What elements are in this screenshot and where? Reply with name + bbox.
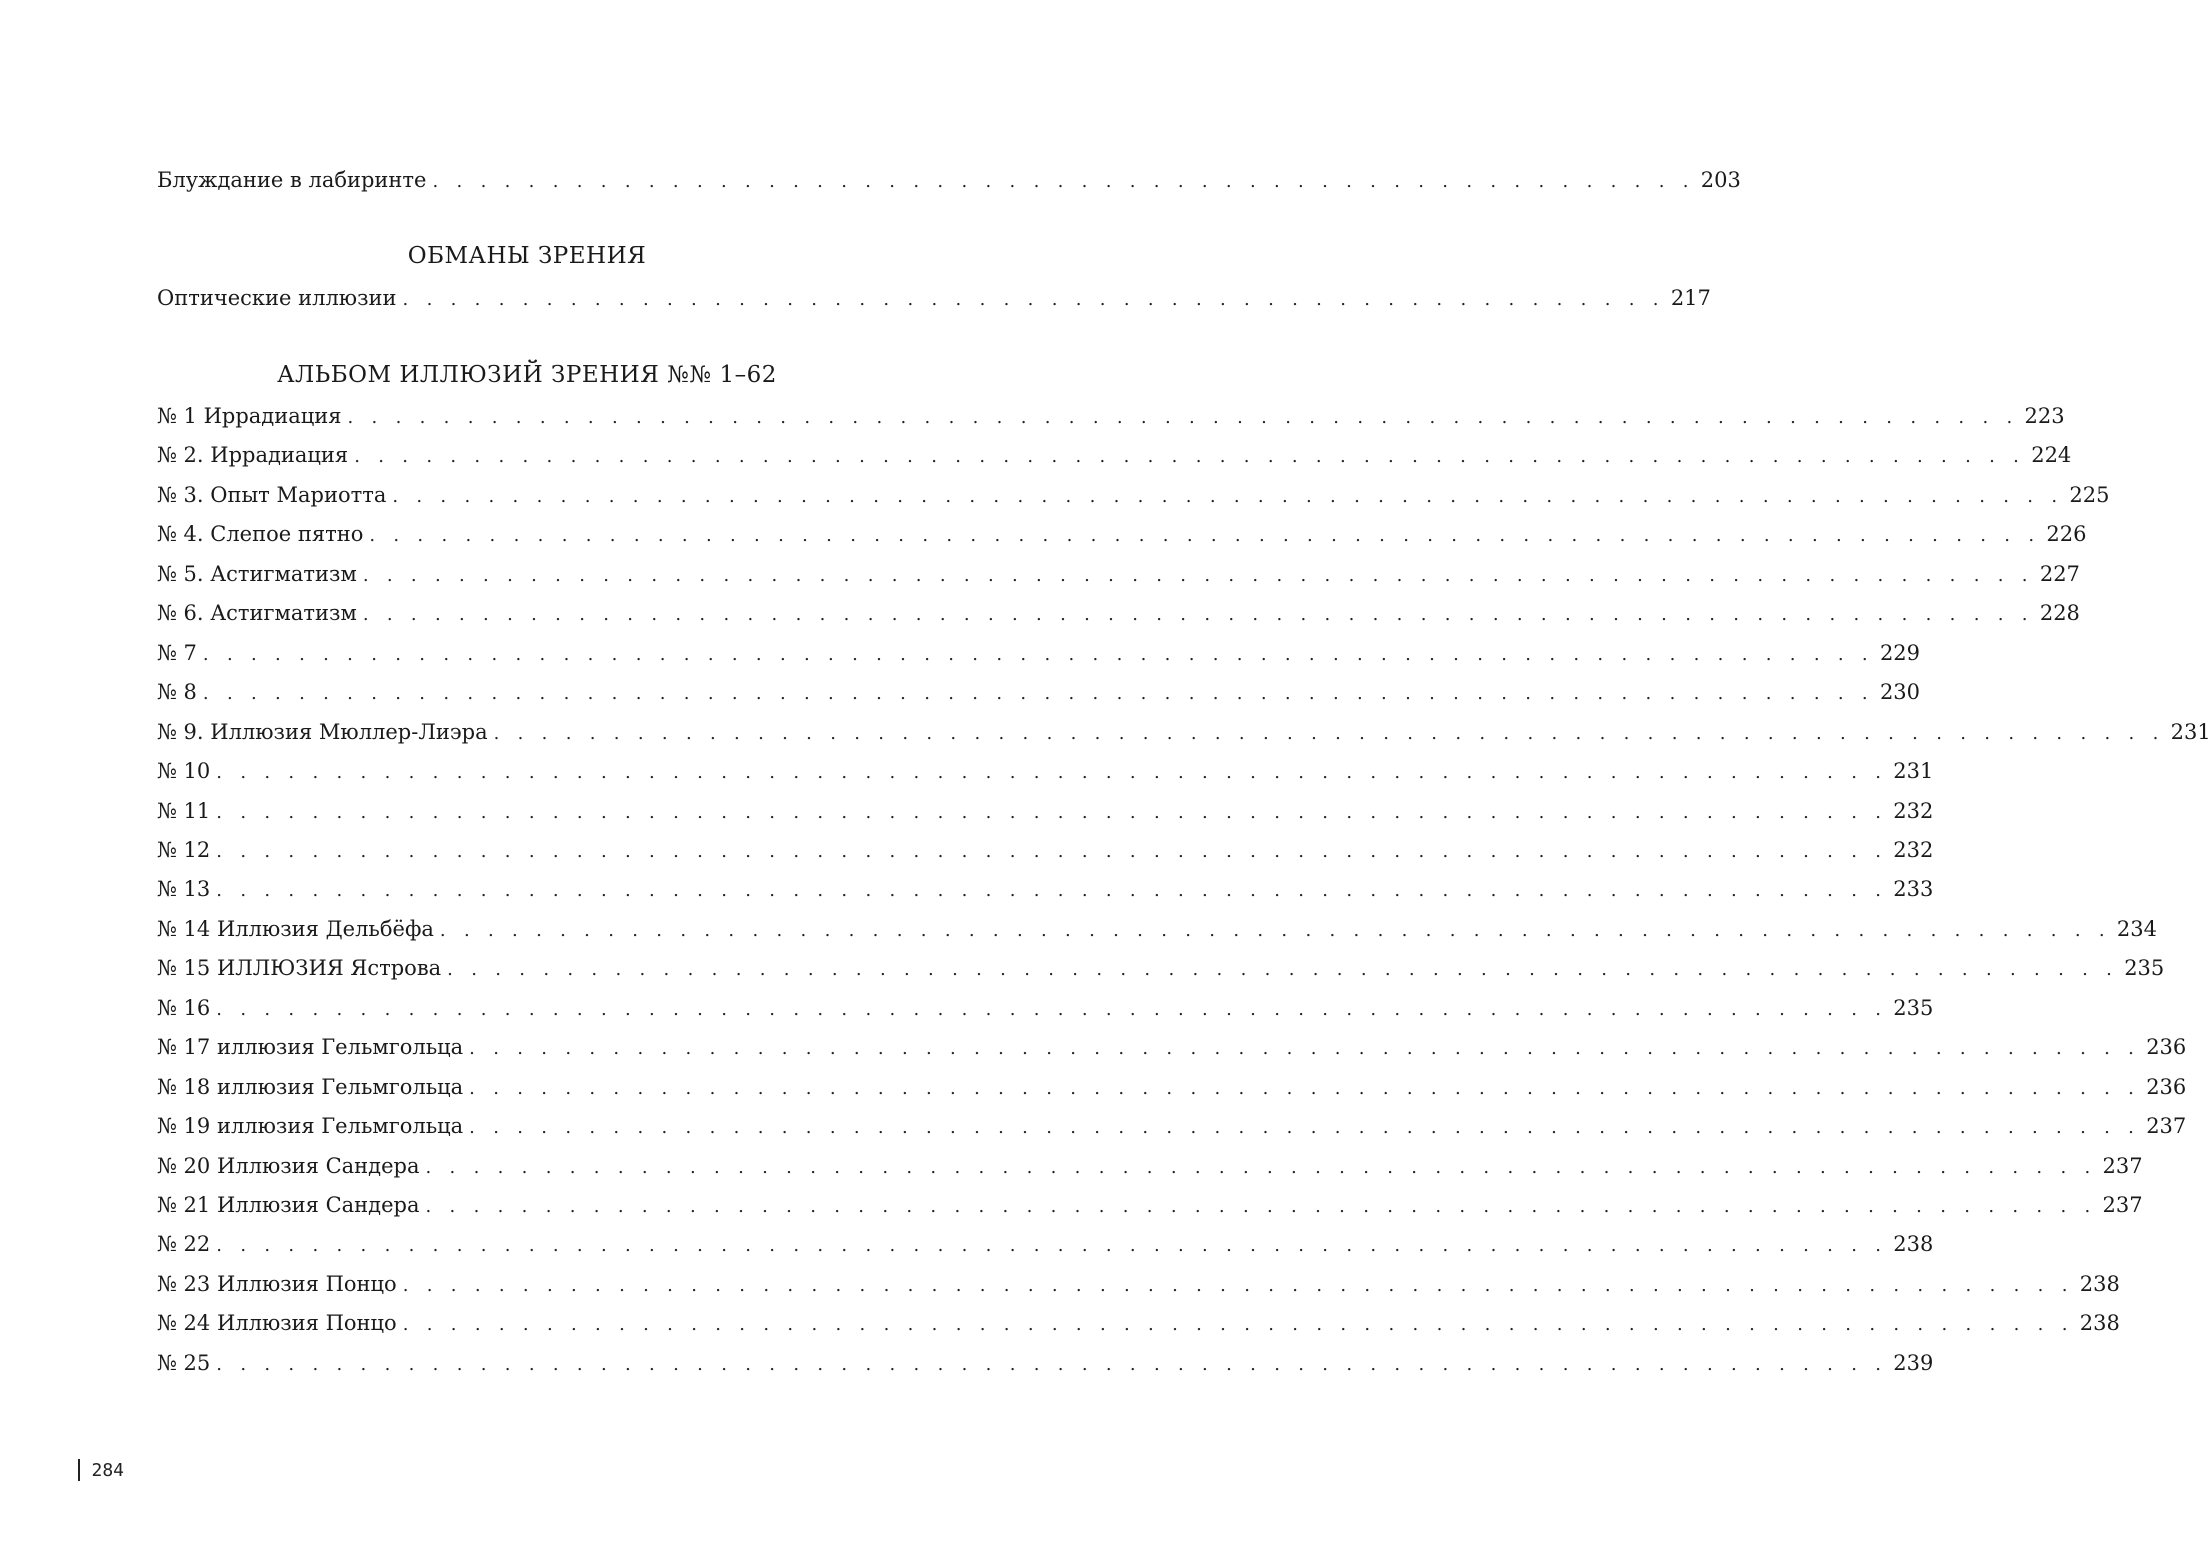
toc-entry-title: № 12 — [157, 837, 211, 862]
dot-leader: . . . . . . . . . . . . . . . . . . . . . . . . . . . . . . . . . . . . . . . . . . . . . . . . . . . . . . . . . . . . . . . . . . . . . . — [216, 762, 1888, 784]
toc-entry-page: 231 — [1893, 759, 1934, 784]
dot-leader: . . . . . . . . . . . . . . . . . . . . . . . . . . . . . . . . . . . . . . . . . . . . . . . . . . . . . . . . . . . . . . . . . . . . . . — [392, 485, 2064, 507]
dot-leader: . . . . . . . . . . . . . . . . . . . . . . . . . . . . . . . . . . . . . . . . . . . . . . . . . . . . . . . . . . . . . . . . . . . . . . — [425, 1156, 2097, 1178]
toc-entry-page: 232 — [1893, 837, 1934, 862]
dot-leader: . . . . . . . . . . . . . . . . . . . . . . . . . . . . . . . . . . . . . . . . . . . . . . . . . . . . . . . . . . . . . . . . . . . . . . — [425, 1196, 2097, 1217]
toc-entry[interactable] — [157, 754, 1934, 788]
toc-entry[interactable] — [157, 438, 2072, 472]
dot-leader: . . . . . . . . . . . . . . . . . . . . . . . . . . . . . . . . . . . . . . . . . . . . . . . . . . . . . . . . . . . . . . . . . . . . . . — [216, 998, 1888, 1020]
toc-entry-page: 234 — [2116, 916, 2158, 941]
toc-entry-title: № 14 Иллюзия Дельбёфа — [157, 916, 434, 941]
toc-entry[interactable] — [157, 991, 1934, 1025]
toc-entry-title: № 18 иллюзия Гельмгольца — [157, 1074, 464, 1099]
toc-entry-page: 225 — [2069, 482, 2110, 507]
toc-entry-page: 236 — [2146, 1035, 2187, 1060]
toc-entry-title: № 9. Иллюзия Мюллер-Лиэра — [157, 719, 488, 744]
toc-entry-page: 229 — [1879, 640, 1921, 665]
toc-entry-page: 237 — [2146, 1114, 2187, 1139]
dot-leader: . . . . . . . . . . . . . . . . . . . . . . . . . . . . . . . . . . . . . . . . . . . . . . . . . . . . . . . . . . . . . . . . . . . . . . — [469, 1077, 2141, 1099]
toc-entry[interactable] — [157, 596, 2080, 630]
toc-entry-title: № 17 иллюзия Гельмгольца — [157, 1035, 464, 1060]
toc-entry-title: № 1 Иррадиация — [157, 404, 342, 428]
toc-entry-title: № 15 ИЛЛЮЗИЯ Ястрова — [157, 956, 442, 981]
toc-entry-page: 239 — [1893, 1350, 1934, 1375]
toc-entry-page: 228 — [2039, 601, 2080, 626]
toc-entry[interactable] — [157, 557, 2080, 591]
toc-entry-page: 203 — [1700, 168, 1741, 192]
toc-entry[interactable] — [157, 872, 1934, 906]
dot-leader: . . . . . . . . . . . . . . . . . . . . . . . . . . . . . . . . . . . . . . . . . . . . . . . . . . . . . . . . . . . . . . . . . . . . . . — [202, 643, 1874, 665]
toc-entry-title: № 7 — [157, 640, 197, 665]
toc-entry-page: 238 — [2079, 1311, 2120, 1336]
toc-entry-page: 226 — [2046, 522, 2087, 547]
toc-entry-page: 233 — [1893, 877, 1934, 902]
dot-leader: . . . . . . . . . . . . . . . . . . . . . . . . . . . . . . . . . . . . . . . . . . . . . . . . . . . . . . . . . . . . . . . . . . . . . . — [402, 1314, 2074, 1336]
toc-entry-title: № 21 Иллюзия Сандера — [157, 1193, 420, 1217]
toc-entry[interactable] — [157, 1267, 2120, 1301]
toc-entry-page: 230 — [1879, 680, 1921, 705]
toc-entry-title: № 2. Иррадиация — [157, 443, 349, 468]
toc-entry[interactable] — [157, 1188, 2143, 1222]
toc-entry-page: 238 — [1893, 1232, 1934, 1257]
toc-entry[interactable] — [157, 636, 1921, 670]
toc-entry-title: № 13 — [157, 877, 211, 902]
dot-leader: . . . . . . . . . . . . . . . . . . . . . . . . . . . . . . . . . . . . . . . . . . . . . . . . . . . . . — [402, 289, 1665, 310]
toc-entry[interactable] — [157, 794, 1934, 828]
toc-entry-title: № 8 — [157, 680, 197, 705]
toc-entry-title: № 4. Слепое пятно — [157, 522, 364, 547]
toc-entry-page: 235 — [1893, 995, 1934, 1020]
toc-entry-title: № 3. Опыт Мариотта — [157, 482, 387, 507]
toc-entry-page: 237 — [2102, 1193, 2143, 1217]
toc-entry[interactable] — [157, 1030, 2187, 1064]
toc-entry[interactable] — [157, 281, 1711, 315]
toc-entry-title: № 11 — [157, 798, 211, 823]
dot-leader: . . . . . . . . . . . . . . . . . . . . . . . . . . . . . . . . . . . . . . . . . . . . . . . . . . . . . . . . . . . . . . . . . . . . . . — [362, 564, 2034, 586]
toc-entry[interactable] — [157, 399, 2065, 433]
dot-leader: . . . . . . . . . . . . . . . . . . . . . . . . . . . . . . . . . . . . . . . . . . . . . . . . . . . . . . . . . . . . . . . . . . . . . . — [216, 1235, 1888, 1257]
dot-leader: . . . . . . . . . . . . . . . . . . . . . . . . . . . . . . . . . . . . . . . . . . . . . . . . . . . . . . . . . . . . . . . . . . . . . . — [447, 959, 2119, 981]
toc-entry-title: № 20 Иллюзия Сандера — [157, 1153, 420, 1178]
toc-entry[interactable] — [157, 715, 2211, 749]
toc-entry[interactable] — [157, 833, 1934, 867]
dot-leader: . . . . . . . . . . . . . . . . . . . . . . . . . . . . . . . . . . . . . . . . . . . . . . . . . . . . . . . . . . . . . . . . . . . . . . — [362, 604, 2034, 626]
toc-entry-title: № 5. Астигматизм — [157, 561, 357, 586]
toc-entry-title: № 25 — [157, 1350, 211, 1375]
toc-entry-title: № 6. Астигматизм — [157, 601, 357, 626]
section-heading: ОБМАНЫ ЗРЕНИЯ — [407, 243, 647, 269]
toc-entry-page: 231 — [2170, 719, 2211, 744]
page-number: 284 — [91, 1459, 125, 1481]
toc-entry-title: № 23 Иллюзия Понцо — [157, 1271, 397, 1296]
toc-entry[interactable] — [157, 1109, 2187, 1143]
toc-entry-title: Оптические иллюзии — [157, 286, 397, 310]
toc-entry-page: 236 — [2146, 1074, 2187, 1099]
toc-entry[interactable] — [157, 478, 2110, 512]
dot-leader: . . . . . . . . . . . . . . . . . . . . . . . . . . . . . . . . . . . . . . . . . . . . . . . . . . . . . . . . . . . . . . . . . . . . . . — [469, 1117, 2141, 1139]
toc-entry[interactable] — [157, 163, 1741, 197]
toc-entry[interactable] — [157, 1149, 2143, 1183]
toc-entry[interactable] — [157, 517, 2087, 551]
toc-entry-page: 232 — [1893, 798, 1934, 823]
dot-leader: . . . . . . . . . . . . . . . . . . . . . . . . . . . . . . . . . . . . . . . . . . . . . . . . . . . . . . . . . . . . . . . . . . . . . . — [469, 1038, 2141, 1060]
toc-entry-page: 235 — [2124, 956, 2165, 981]
toc-entry[interactable] — [157, 1306, 2120, 1340]
dot-leader: . . . . . . . . . . . . . . . . . . . . . . . . . . . . . . . . . . . . . . . . . . . . . . . . . . . . . . . . . . . . . . . . . . . . . . — [347, 407, 2019, 428]
dot-leader: . . . . . . . . . . . . . . . . . . . . . . . . . . . . . . . . . . . . . . . . . . . . . . . . . . . . . . . . . . . . . . . . . . . . . . — [439, 919, 2111, 941]
toc-entry-page: 237 — [2102, 1153, 2143, 1178]
dot-leader: . . . . . . . . . . . . . . . . . . . . . . . . . . . . . . . . . . . . . . . . . . . . . . . . . . . . . . . . . . . . . . . . . . . . . . — [216, 880, 1888, 902]
dot-leader: . . . . . . . . . . . . . . . . . . . . . . . . . . . . . . . . . . . . . . . . . . . . . . . . . . . . . . . . . . . . . . . . . . . . . . — [369, 525, 2041, 547]
toc-entry-title: № 19 иллюзия Гельмгольца — [157, 1114, 464, 1139]
page-footer — [78, 1458, 124, 1482]
section-heading: АЛЬБОМ ИЛЛЮЗИЙ ЗРЕНИЯ №№ 1–62 — [277, 362, 777, 388]
toc-entry-title: № 22 — [157, 1232, 211, 1257]
toc-entry[interactable] — [157, 1346, 1934, 1380]
toc-entry[interactable] — [157, 675, 1921, 709]
toc-entry[interactable] — [157, 1227, 1934, 1261]
dot-leader: . . . . . . . . . . . . . . . . . . . . . . . . . . . . . . . . . . . . . . . . . . . . . . . . . . . . . . . . . . . . . . . . . . . . . . — [216, 1353, 1888, 1375]
toc-entry-page: 217 — [1670, 286, 1711, 310]
dot-leader: . . . . . . . . . . . . . . . . . . . . . . . . . . . . . . . . . . . . . . . . . . . . . . . . . . . . . . . . . . . . . . . . . . . . . . — [202, 683, 1874, 705]
dot-leader: . . . . . . . . . . . . . . . . . . . . . . . . . . . . . . . . . . . . . . . . . . . . . . . . . . . . . . . . . . . . . . . . . . . . . . — [493, 722, 2165, 744]
toc-entry-title: № 10 — [157, 759, 211, 784]
toc-entry[interactable] — [157, 951, 2165, 985]
toc-entry-page: 238 — [2079, 1271, 2120, 1296]
toc-entry-title: Блуждание в лабиринте — [157, 168, 427, 192]
dot-leader: . . . . . . . . . . . . . . . . . . . . . . . . . . . . . . . . . . . . . . . . . . . . . . . . . . . . . . . . . . . . . . . . . . . . . . — [402, 1274, 2074, 1296]
dot-leader: . . . . . . . . . . . . . . . . . . . . . . . . . . . . . . . . . . . . . . . . . . . . . . . . . . . . . . . . . . . . . . . . . . . . . . — [216, 801, 1888, 823]
toc-entry-page: 223 — [2024, 404, 2065, 428]
toc-entry-page: 227 — [2039, 561, 2080, 586]
toc-entry-title: № 16 — [157, 995, 211, 1020]
toc-entry[interactable] — [157, 1070, 2187, 1104]
toc-entry-page: 224 — [2031, 443, 2072, 468]
dot-leader: . . . . . . . . . . . . . . . . . . . . . . . . . . . . . . . . . . . . . . . . . . . . . . . . . . . . . — [432, 171, 1695, 192]
dot-leader: . . . . . . . . . . . . . . . . . . . . . . . . . . . . . . . . . . . . . . . . . . . . . . . . . . . . . . . . . . . . . . . . . . . . . . — [354, 446, 2026, 468]
toc-entry[interactable] — [157, 912, 2158, 946]
footer-rule — [78, 1459, 80, 1481]
toc-entry-title: № 24 Иллюзия Понцо — [157, 1311, 397, 1336]
dot-leader: . . . . . . . . . . . . . . . . . . . . . . . . . . . . . . . . . . . . . . . . . . . . . . . . . . . . . . . . . . . . . . . . . . . . . . — [216, 840, 1888, 862]
